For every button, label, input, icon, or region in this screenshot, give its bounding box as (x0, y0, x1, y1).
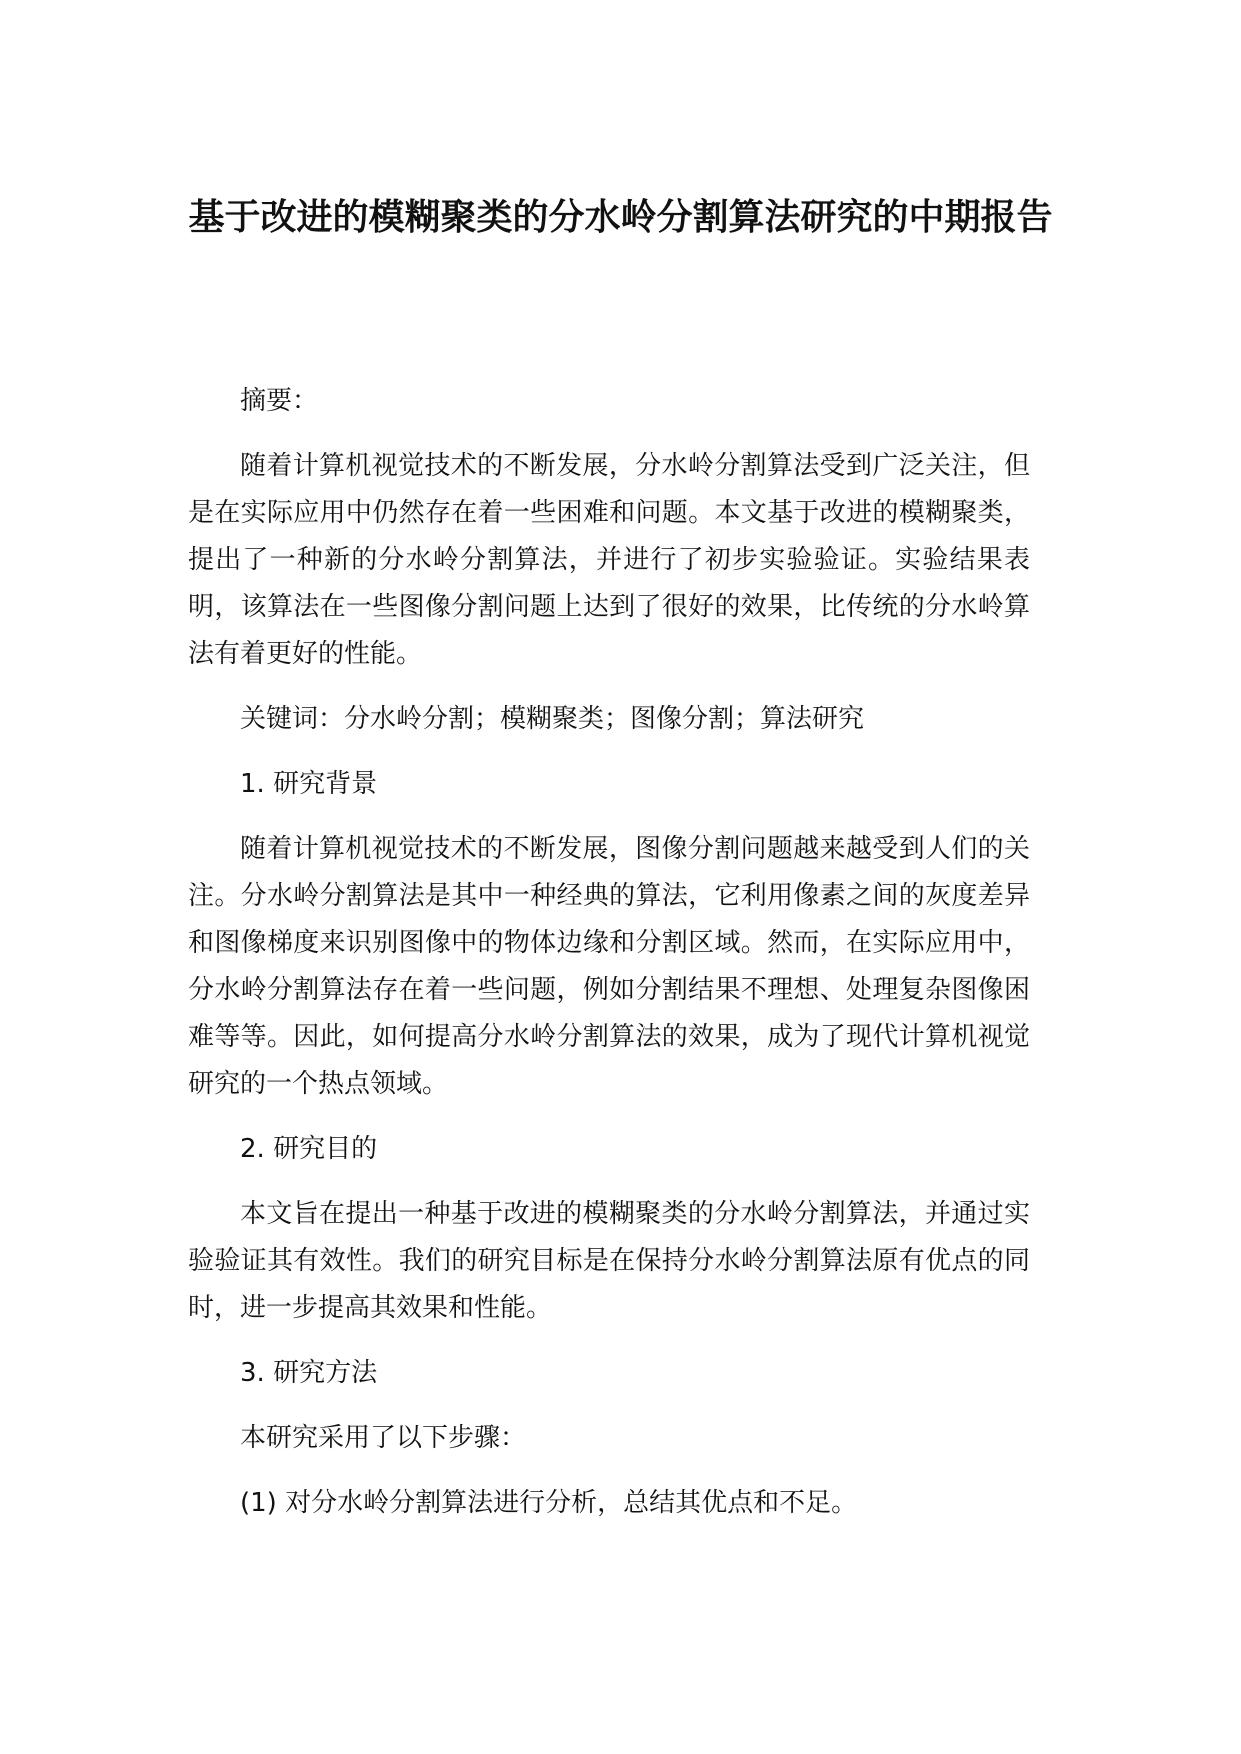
method-step-item: (1) 对分水岭分割算法进行分析，总结其优点和不足。 (240, 1488, 858, 1518)
section-paragraph: 随着计算机视觉技术的不断发展，图像分割问题越来越受到人们的关注。分水岭分割算法是其中一种经典的算法，它利用像素之间的灰度差异和图像梯度来识别图像中的物体边缘和分割区域。然而，在实际应用中，分水岭分割算法存在着一些问题，例如分割结果不理想、处理复杂图像困难等等。因此，如何提高分水岭分割算法的效果，成为了现代计算机视觉研究的一个热点领域。 (188, 834, 1030, 1099)
document-body (188, 378, 1030, 1545)
section-heading-purpose: 2. 研究目的 (240, 1134, 378, 1164)
section-paragraph: 本研究采用了以下步骤： (240, 1423, 527, 1453)
abstract-paragraph: 随着计算机视觉技术的不断发展，分水岭分割算法受到广泛关注，但是在实际应用中仍然存在着一些困难和问题。本文基于改进的模糊聚类，提出了一种新的分水岭分割算法，并进行了初步实验验证。实验结果表明，该算法在一些图像分割问题上达到了很好的效果，比传统的分水岭算法有着更好的性能。 (188, 451, 1030, 669)
section-heading-background: 1. 研究背景 (240, 769, 378, 799)
abstract-label: 摘要： (240, 386, 319, 416)
document-title: 基于改进的模糊聚类的分水岭分割算法研究的中期报告 (188, 197, 1053, 238)
section-paragraph: 本文旨在提出一种基于改进的模糊聚类的分水岭分割算法，并通过实验验证其有效性。我们的研究目标是在保持分水岭分割算法原有优点的同时，进一步提高其效果和性能。 (188, 1199, 1030, 1323)
keywords-line: 关键词：分水岭分割；模糊聚类；图像分割；算法研究 (240, 704, 865, 734)
section-heading-method: 3. 研究方法 (240, 1358, 378, 1388)
